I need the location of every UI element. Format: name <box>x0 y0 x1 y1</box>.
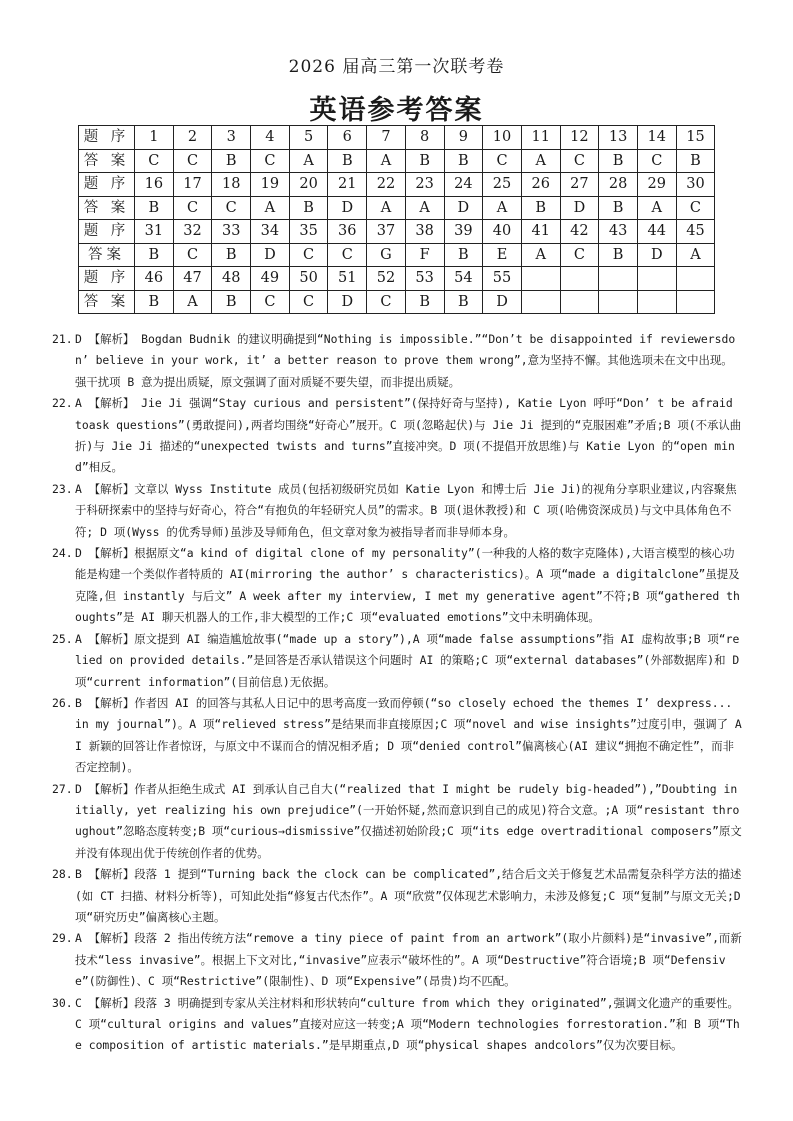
table-cell: 42 <box>560 220 599 244</box>
table-cell: A <box>521 243 560 267</box>
table-cell: 29 <box>637 173 676 197</box>
table-cell: 20 <box>289 173 328 197</box>
table-cell <box>521 290 560 314</box>
table-cell: 5 <box>289 126 328 150</box>
table-cell: 13 <box>599 126 638 150</box>
table-cell: 17 <box>173 173 212 197</box>
table-cell: 51 <box>328 267 367 291</box>
table-cell: 49 <box>251 267 290 291</box>
table-cell: 55 <box>483 267 522 291</box>
table-cell <box>599 290 638 314</box>
question-number: 23. <box>52 481 73 496</box>
table-cell: A <box>289 149 328 173</box>
table-cell <box>599 267 638 291</box>
table-cell: B <box>328 149 367 173</box>
explanation-item <box>52 864 742 928</box>
table-cell: D <box>483 290 522 314</box>
table-cell: B <box>444 149 483 173</box>
table-cell: 1 <box>135 126 174 150</box>
table-cell: 46 <box>135 267 174 291</box>
table-cell: 43 <box>599 220 638 244</box>
table-cell: D <box>444 196 483 220</box>
question-number: 21. <box>52 332 73 346</box>
table-cell: C <box>560 243 599 267</box>
explanation-item <box>52 479 742 543</box>
document-title: 英语参考答案 <box>309 95 484 126</box>
table-cell: 45 <box>676 220 715 244</box>
table-cell: C <box>483 149 522 173</box>
table-row <box>79 267 715 291</box>
table-cell: C <box>367 290 406 314</box>
explanation-list <box>52 329 742 1057</box>
table-cell: 36 <box>328 220 367 244</box>
table-cell: B <box>135 196 174 220</box>
table-cell: D <box>328 196 367 220</box>
table-cell: 15 <box>676 126 715 150</box>
table-cell <box>560 267 599 291</box>
table-cell: B <box>599 243 638 267</box>
question-number: 25. <box>52 631 73 646</box>
explanation-text: D 【解析】 Bogdan Budnik 的建议明确提到“Nothing is impossible.”“Don’t be disappointed if reviewersdon’ believe in your work, it’ a better reason to prove them wrong”,意为坚持不懈。其他选项未在文中出现。强干扰项 B 意为提出质疑，原文强调了面对质疑不要失望，而非提出质疑。 <box>75 332 736 389</box>
table-cell: C <box>251 290 290 314</box>
row-label: 答 案 <box>79 290 135 314</box>
table-cell: C <box>251 149 290 173</box>
row-label: 答案 <box>79 243 135 267</box>
explanation-item <box>52 993 742 1057</box>
table-cell: E <box>483 243 522 267</box>
answer-table <box>78 125 715 314</box>
table-cell: C <box>676 196 715 220</box>
table-cell: A <box>483 196 522 220</box>
table-cell: C <box>289 243 328 267</box>
table-cell: C <box>212 196 251 220</box>
table-cell: 53 <box>405 267 444 291</box>
explanation-text: A 【解析】原文提到 AI 编造尴尬故事(“made up a story”),A 项“made false assumptions”指 AI 虚构故事;B 项“relied on provided details.”是回答是否承认错误这个问题时 AI 的策略;C 项“external databases”(外部数据库)和 D 项“current information”(目前信息)无依据。 <box>75 631 740 689</box>
explanation-item <box>52 543 742 629</box>
exam-title: 2026 届高三第一次联考卷 <box>288 57 505 77</box>
table-cell: B <box>444 243 483 267</box>
table-cell: 28 <box>599 173 638 197</box>
table-cell: 40 <box>483 220 522 244</box>
explanation-text: B 【解析】段落 1 提到“Turning back the clock can be complicated”,结合后文关于修复艺术品需复杂科学方法的描述(如 CT 扫描、材料分析等)，可知此处指“修复古代杰作”。A 项“欣赏”仅体现艺术影响力，未涉及修复;C 项“复制”与原文无关;D 项“研究历史”偏离核心主题。 <box>75 867 742 924</box>
question-number: 28. <box>52 867 73 882</box>
table-cell: A <box>251 196 290 220</box>
question-number: 29. <box>52 931 73 946</box>
table-row <box>79 243 715 267</box>
table-cell: B <box>444 290 483 314</box>
table-cell: 22 <box>367 173 406 197</box>
table-cell: B <box>676 149 715 173</box>
explanation-item <box>52 928 742 992</box>
explanation-item <box>52 329 742 393</box>
table-cell: B <box>405 149 444 173</box>
table-cell: 25 <box>483 173 522 197</box>
table-cell: C <box>173 196 212 220</box>
table-cell <box>560 290 599 314</box>
table-cell: B <box>521 196 560 220</box>
table-cell: B <box>135 290 174 314</box>
table-cell: C <box>135 149 174 173</box>
row-label: 题 序 <box>79 126 135 150</box>
table-cell: 24 <box>444 173 483 197</box>
table-cell: 18 <box>212 173 251 197</box>
table-cell: B <box>212 149 251 173</box>
table-cell: A <box>521 149 560 173</box>
table-cell: 3 <box>212 126 251 150</box>
table-row <box>79 126 715 150</box>
table-cell: D <box>560 196 599 220</box>
table-cell: 26 <box>521 173 560 197</box>
table-cell: 16 <box>135 173 174 197</box>
explanation-text: A 【解析】 Jie Ji 强调“Stay curious and persistent”(保持好奇与坚持), Katie Lyon 呼吁“Don’ t be afraid toask questions”(勇敢提问),两者均围绕“好奇心”展开。C 项(忽略起伏)与 Jie Ji 提到的“克服困难”矛盾;B 项(不承认曲折)与 Jie Ji 描述的“unexpected twists and turns”直接冲突。D 项(不提倡开放思维)与 Katie Lyon 的“open mind”相反。 <box>75 396 742 475</box>
table-cell: 9 <box>444 126 483 150</box>
row-label: 答 案 <box>79 196 135 220</box>
explanation-item <box>52 779 742 865</box>
table-cell: 12 <box>560 126 599 150</box>
table-cell: 48 <box>212 267 251 291</box>
table-cell: 31 <box>135 220 174 244</box>
table-cell: C <box>173 243 212 267</box>
explanation-text: C 【解析】段落 3 明确提到专家从关注材料和形状转向“culture from which they originated”,强调文化遗产的重要性。C 项“cultural origins and values”直接对应这一转变;A 项“Modern technologies forrestoration.”和 B 项“The composition of artistic materials.”是早期重点,D 项“physical shapes andcolors”仅为次要目标。 <box>75 995 740 1053</box>
table-cell: A <box>367 196 406 220</box>
table-cell: D <box>328 290 367 314</box>
table-cell <box>637 290 676 314</box>
table-row <box>79 220 715 244</box>
explanation-item <box>52 393 742 479</box>
table-cell: 10 <box>483 126 522 150</box>
table-cell: C <box>289 290 328 314</box>
table-cell: 8 <box>405 126 444 150</box>
table-cell <box>676 290 715 314</box>
question-number: 22. <box>52 396 73 411</box>
table-cell: A <box>367 149 406 173</box>
table-cell: B <box>289 196 328 220</box>
table-cell: C <box>560 149 599 173</box>
table-cell: B <box>135 243 174 267</box>
table-cell: F <box>405 243 444 267</box>
table-cell: 39 <box>444 220 483 244</box>
table-cell: 35 <box>289 220 328 244</box>
row-label: 题 序 <box>79 267 135 291</box>
explanation-text: B 【解析】作者因 AI 的回答与其私人日记中的思考高度一致而停顿(“so closely echoed the themes I’ dexpress... in my journal”)。A 项“relieved stress”是结果而非直接原因;C 项“novel and wise insights”过度引申，强调了 AI 新颖的回答让作者惊讶，与原文中不谋而合的情况相矛盾; D 项“denied control”偏离核心(AI 建议“拥抱不确定性”，而非否定控制)。 <box>75 695 742 775</box>
table-row <box>79 290 715 314</box>
table-cell: A <box>173 290 212 314</box>
table-cell: 32 <box>173 220 212 244</box>
table-cell: 4 <box>251 126 290 150</box>
table-cell: 27 <box>560 173 599 197</box>
table-cell: B <box>599 149 638 173</box>
table-cell: B <box>405 290 444 314</box>
table-cell: 11 <box>521 126 560 150</box>
table-cell: 30 <box>676 173 715 197</box>
question-number: 27. <box>52 781 73 796</box>
table-cell: 34 <box>251 220 290 244</box>
table-row <box>79 173 715 197</box>
explanation-text: A 【解析】段落 2 指出传统方法“remove a tiny piece of paint from an artwork”(取小片颜料)是“invasive”,而新技术“less invasive”。根据上下文对比,“invasive”应表示“破坏性的”。A 项“Destructive”符合语境;B 项“Defensive”(防御性)、C 项“Restrictive”(限制性)、D 项“Expensive”(昂贵)均不匹配。 <box>75 931 742 989</box>
table-cell: B <box>212 290 251 314</box>
table-cell: C <box>173 149 212 173</box>
table-cell: 14 <box>637 126 676 150</box>
row-label: 题 序 <box>79 173 135 197</box>
table-row <box>79 149 715 173</box>
table-cell: 44 <box>637 220 676 244</box>
table-cell: B <box>599 196 638 220</box>
table-cell: 50 <box>289 267 328 291</box>
table-cell: 41 <box>521 220 560 244</box>
table-cell: 23 <box>405 173 444 197</box>
explanation-text: D 【解析】根据原文“a kind of digital clone of my personality”(一种我的人格的数字克隆体),大语言模型的核心功能是构建一个类似作者特质的 AI(mirroring the author’ s characteristics)。A 项“made a digitalclone”虽提及克隆,但 instantly 与后文” A week after my interview, I met my generative agent”不符;B 项“gathered thoughts”是 AI 聊天机器人的工作,非大模型的工作;C 项“evaluated emotions”文中未明确体现。 <box>75 546 740 625</box>
table-cell: 2 <box>173 126 212 150</box>
row-label: 答 案 <box>79 149 135 173</box>
explanation-item <box>52 629 742 693</box>
question-number: 26. <box>52 695 73 710</box>
table-cell: A <box>676 243 715 267</box>
question-number: 24. <box>52 546 73 561</box>
table-cell: 7 <box>367 126 406 150</box>
table-cell: 33 <box>212 220 251 244</box>
table-cell: G <box>367 243 406 267</box>
table-cell: D <box>251 243 290 267</box>
table-cell: 21 <box>328 173 367 197</box>
table-cell <box>637 267 676 291</box>
table-cell: 54 <box>444 267 483 291</box>
explanation-item <box>52 693 742 779</box>
table-cell: 38 <box>405 220 444 244</box>
table-row <box>79 196 715 220</box>
explanation-text: A 【解析】文章以 Wyss Institute 成员(包括初级研究员如 Katie Lyon 和博士后 Jie Ji)的视角分享职业建议,内容聚焦于科研探索中的坚持与好奇心，符合“有抱负的年轻研究人员”的需求。B 项(退休教授)和 C 项(哈佛资深成员)与文中具体角色不符; D 项(Wyss 的优秀导师)虽涉及导师角色，但文章对象为被指导者而非导师本身。 <box>75 481 737 539</box>
table-cell: 52 <box>367 267 406 291</box>
table-cell: A <box>405 196 444 220</box>
explanation-text: D 【解析】作者从拒绝生成式 AI 到承认自己自大(“realized that I might be rudely big-headed”),”Doubting initially, yet realizing his own prejudice”(一开始怀疑,然而意识到自己的成见)符合文意。;A 项“resistant throughout”忽略态度转变;B 项“curious→dismissive”仅描述初始阶段;C 项“its edge overtraditional composers”原文并没有体现出优于传统创作者的优势。 <box>75 781 742 860</box>
table-cell: 19 <box>251 173 290 197</box>
table-cell: C <box>637 149 676 173</box>
table-cell: 47 <box>173 267 212 291</box>
table-cell: 37 <box>367 220 406 244</box>
table-cell: A <box>637 196 676 220</box>
question-number: 30. <box>52 995 73 1010</box>
table-cell <box>521 267 560 291</box>
table-cell: 6 <box>328 126 367 150</box>
row-label: 题 序 <box>79 220 135 244</box>
table-cell: B <box>212 243 251 267</box>
table-cell: C <box>328 243 367 267</box>
table-cell <box>676 267 715 291</box>
table-cell: D <box>637 243 676 267</box>
